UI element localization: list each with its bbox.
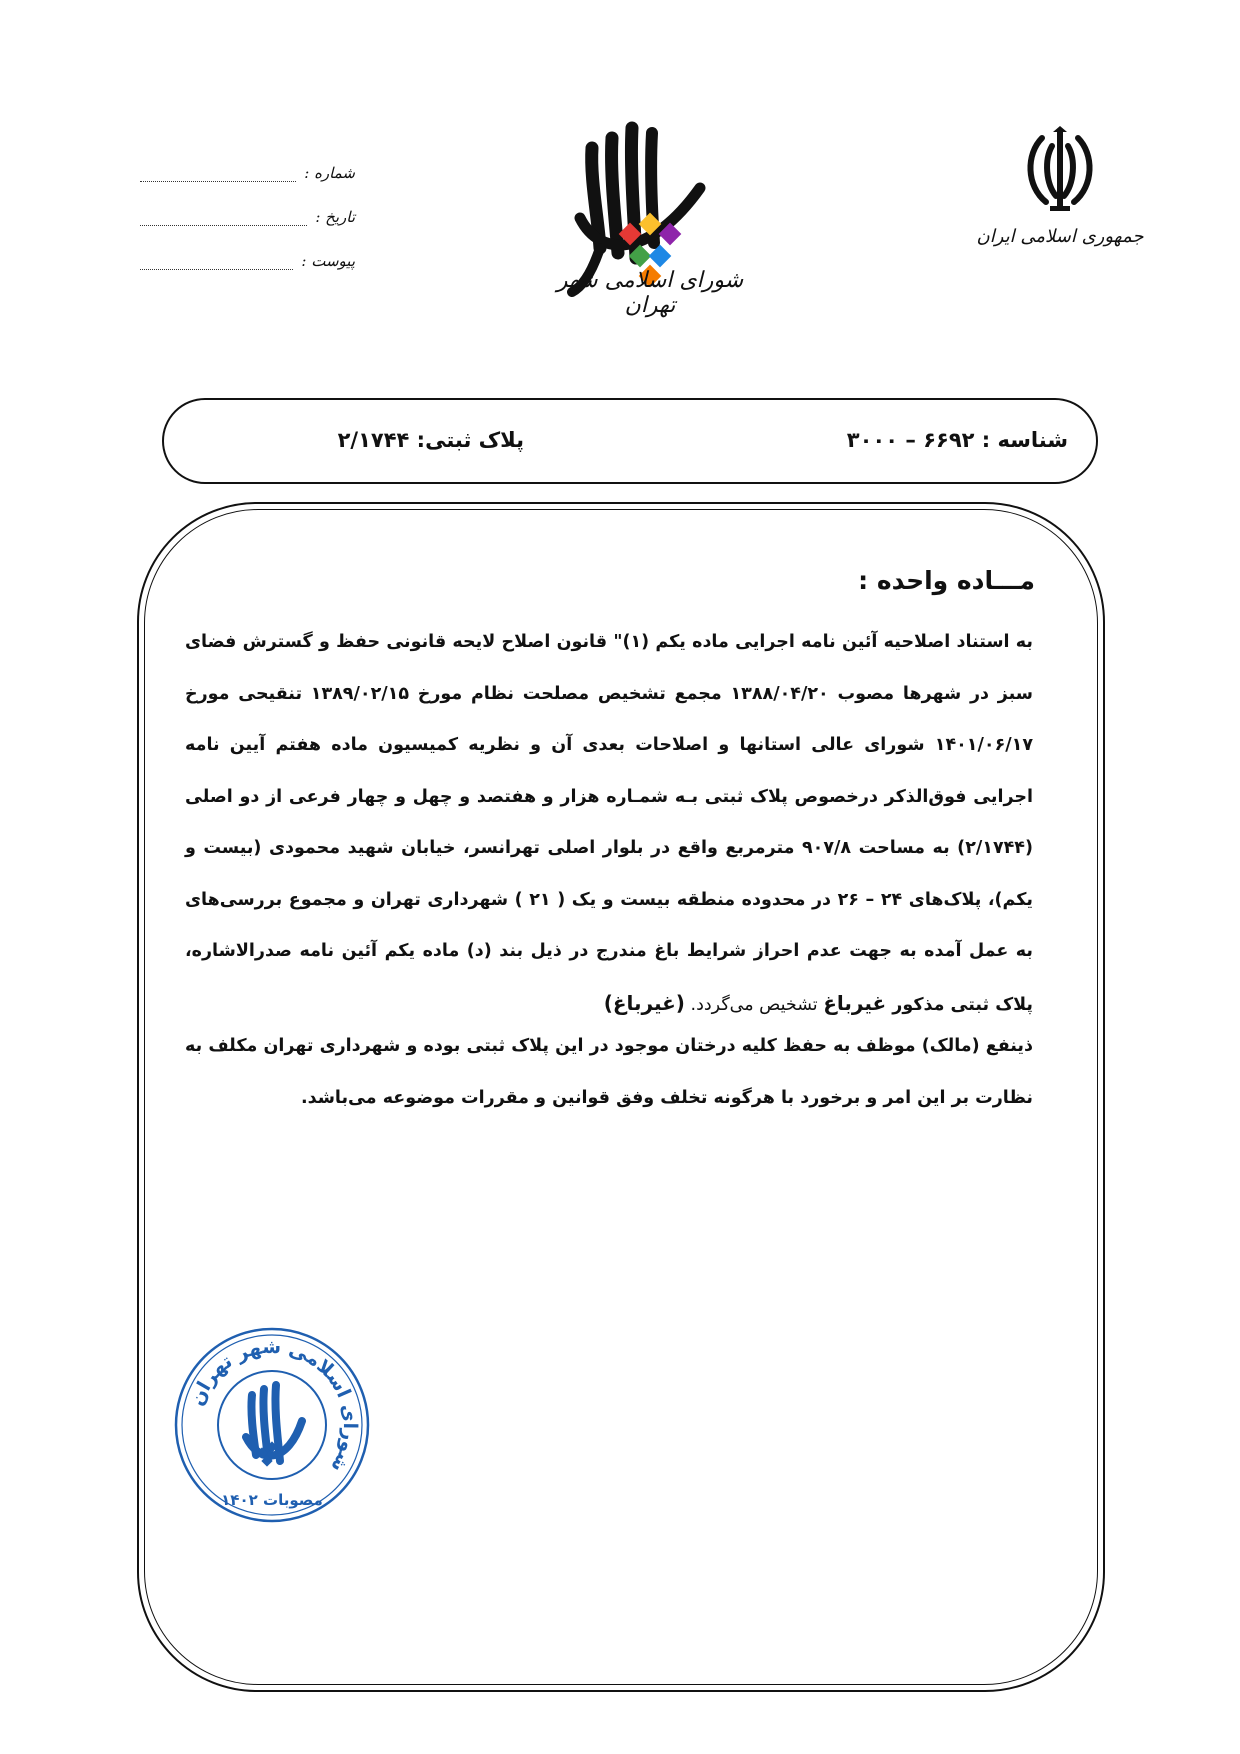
document-info-box bbox=[162, 398, 1098, 484]
attachment-field bbox=[140, 226, 355, 270]
body-heading: مـــاده واحده : bbox=[858, 566, 1035, 595]
stamp-logo-stroke bbox=[263, 1389, 268, 1459]
council-name: شورای اسلامی شهر تهران bbox=[556, 268, 744, 318]
stamp-ring bbox=[182, 1335, 362, 1515]
registration-plate: پلاک ثبتی: ۲/۱۷۴۴ bbox=[337, 428, 524, 452]
document-id: شناسه : ۶۶۹۲ – ۳۰۰۰ bbox=[846, 428, 1068, 452]
stamp-logo-icon bbox=[246, 1385, 302, 1467]
stamp-ring-text: شورای اسلامی شهر تهران bbox=[185, 1335, 362, 1477]
letter-meta-fields bbox=[140, 138, 355, 270]
date-field-line bbox=[140, 211, 307, 226]
number-field-label: شماره : bbox=[304, 164, 355, 182]
number-field bbox=[140, 138, 355, 182]
date-field bbox=[140, 182, 355, 226]
republic-name: جمهوری اسلامی ایران bbox=[976, 226, 1144, 247]
council-seal-stamp bbox=[172, 1325, 372, 1525]
number-field-line bbox=[140, 167, 296, 182]
resolution-paragraph bbox=[185, 617, 1033, 1031]
resolution-verdict-parenthetical: (غیرباغ) bbox=[603, 990, 685, 1015]
resolution-text: به استناد اصلاحیه آئین نامه اجرایی ماده یکم (۱)" قانون اصلاح لایحه قانونی حفظ و گسترش فضای سبز در شهرها مصوب ۱۳۸۸/۰۴/۲۰ مجمع تشخیص مصلحت نظام مورخ ۱۳۸۹/۰۲/۱۵ تنقیحی مورخ ۱۴۰۱/۰۶/۱۷ شورای عالی استانها و اصلاحات بعدی آن و نظریه کمیسیون ماده هفتم آیین نامه اجرایی فوق‌الذکر درخصوص پلاک ثبتی بـه شمـاره هزار و هفتصد و چهل و چهار فرعی از دو اصلی (۲/۱۷۴۴) به مساحت ۹۰۷/۸ مترمربع واقع در بلوار اصلی تهرانسر، خیابان شهید محمودی (بیست و یکم)، پلاک‌های ۲۴ – ۲۶ در محدوده منطقه بیست و یک ( ۲۱ ) شهرداری تهران و مجموع بررسی‌های به عمل آمده به جهت عدم احراز شرایط باغ مندرج در ذیل بند (د) ماده یکم آئین نامه صدرالاشاره، پلاک ثبتی مذکور bbox=[185, 632, 1034, 1015]
resolution-verdict: غیرباغ bbox=[823, 990, 887, 1015]
attachment-field-label: پیوست : bbox=[301, 252, 355, 270]
body-text bbox=[185, 617, 1033, 1124]
attachment-field-line bbox=[140, 255, 293, 270]
date-field-label: تاریخ : bbox=[315, 208, 355, 226]
stamp-bottom-text: مصوبات ۱۴۰۲ bbox=[221, 1491, 323, 1509]
iran-emblem-icon bbox=[1020, 126, 1100, 216]
resolution-verdict-text: تشخیص می‌گردد. bbox=[684, 994, 824, 1015]
obligation-paragraph: ذینفع (مالک) موظف به حفظ کلیه درختان موجود در این پلاک ثبتی بوده و شهرداری تهران مکلف به نظارت بر این امر و برخورد با هرگونه تخلف وفق قوانین و مقررات موضوعه می‌باشد. bbox=[185, 1036, 1033, 1108]
